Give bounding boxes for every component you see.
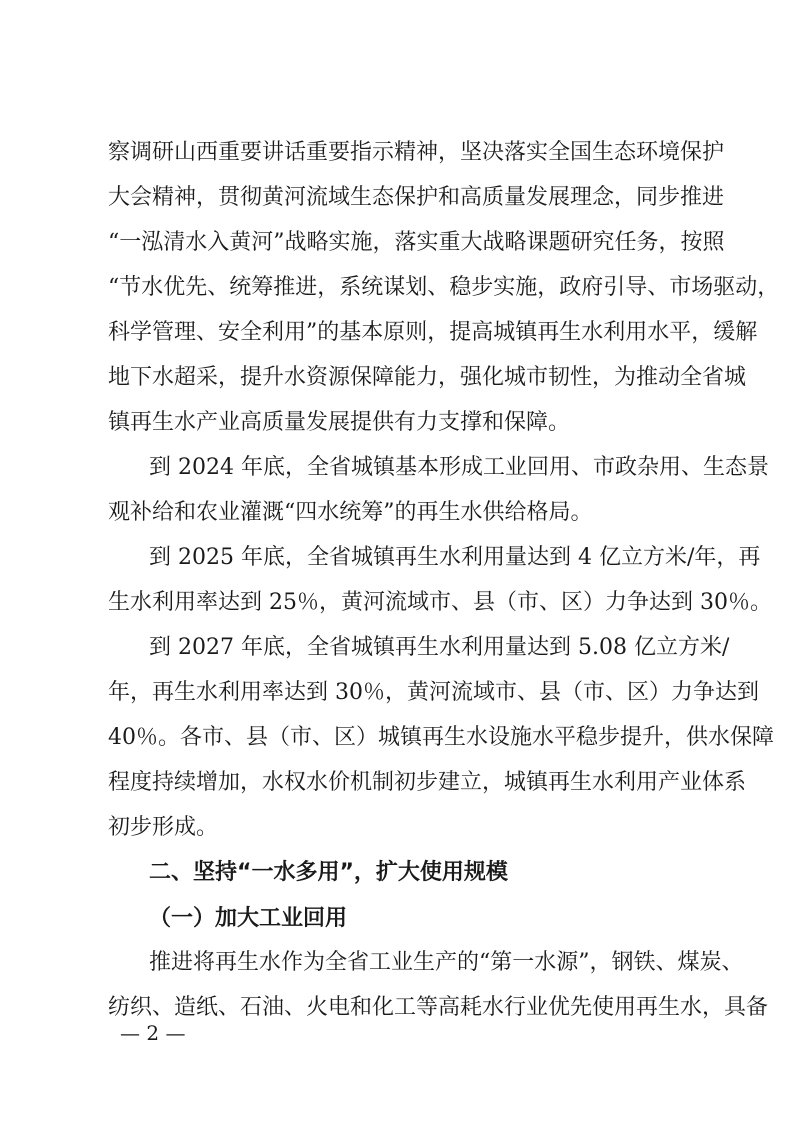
paragraph-line: 生水利用率达到 25％，黄河流域市、县（市、区）力争达到 30％。 xyxy=(108,590,772,615)
paragraph-line: “一泓清水入黄河”战略实施，落实重大战略课题研究任务，按照 xyxy=(108,230,725,255)
section-heading: 二、坚持“一水多用”，扩大使用规模 xyxy=(149,860,508,885)
paragraph-line: 纺织、造纸、石油、火电和化工等高耗水行业优先使用再生水，具备 xyxy=(108,995,769,1020)
paragraph-line: 推进将再生水作为全省工业生产的“第一水源”，钢铁、煤炭、 xyxy=(149,950,744,975)
page-number: — 2 — xyxy=(120,1021,186,1045)
paragraph-line: 到 2025 年底，全省城镇再生水利用量达到 4 亿立方米/年，再 xyxy=(149,545,761,570)
paragraph-line: 到 2027 年底，全省城镇再生水利用量达到 5.08 亿立方米/ xyxy=(149,635,730,660)
paragraph-line: 大会精神，贯彻黄河流域生态保护和高质量发展理念，同步推进 xyxy=(108,185,725,210)
paragraph-line: 科学管理、安全利用”的基本原则，提高城镇再生水利用水平，缓解 xyxy=(108,320,758,345)
paragraph-line: 镇再生水产业高质量发展提供有力支撑和保障。 xyxy=(108,410,571,435)
subsection-heading: （一）加大工业回用 xyxy=(149,905,348,931)
paragraph-line: 地下水超采，提升水资源保障能力，强化城市韧性，为推动全省城 xyxy=(108,365,747,390)
paragraph-line: 年，再生水利用率达到 30％，黄河流域市、县（市、区）力争达到 xyxy=(108,680,759,705)
paragraph-line: “节水优先、统筹推进，系统谋划、稳步实施，政府引导、市场驱动， xyxy=(108,275,780,300)
paragraph-line: 40％。各市、县（市、区）城镇再生水设施水平稳步提升，供水保障 xyxy=(108,725,774,750)
paragraph-line: 初步形成。 xyxy=(108,815,219,840)
paragraph-line: 程度持续增加，水权水价机制初步建立，城镇再生水利用产业体系 xyxy=(108,770,747,795)
paragraph-line: 察调研山西重要讲话重要指示精神，坚决落实全国生态环境保护 xyxy=(108,140,725,165)
paragraph-line: 观补给和农业灌溉“四水统筹”的再生水供给格局。 xyxy=(108,500,593,525)
paragraph-line: 到 2024 年底，全省城镇基本形成工业回用、市政杂用、生态景 xyxy=(149,455,769,480)
